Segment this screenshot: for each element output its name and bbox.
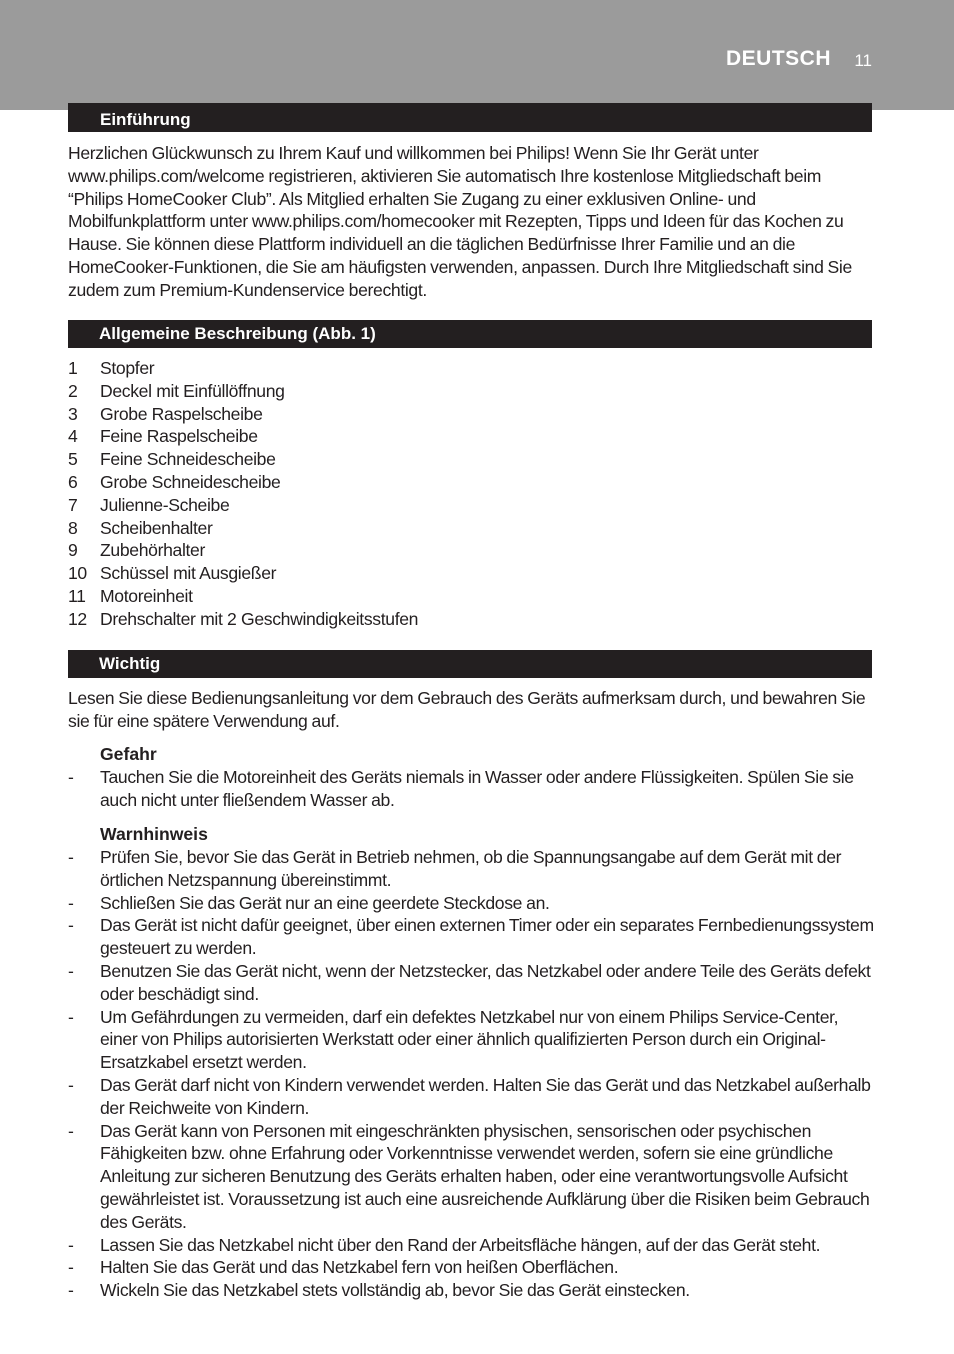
list-item-label: Motoreinheit (100, 585, 193, 606)
list-item-text: Um Gefährdungen zu vermeiden, darf ein defektes Netzkabel nur von einem Philips Service-Center, einer von Philips autorisierten Werkstatt oder einer ähnlich qualifizierten Person durch ein Original-Ersatzkabel ersetzt werden. (100, 1006, 839, 1073)
dash-bullet: - (68, 1120, 74, 1141)
section-heading-intro: Einführung (68, 103, 872, 132)
list-item (68, 892, 874, 915)
list-item-label: Schüssel mit Ausgießer (100, 563, 277, 584)
list-item (68, 1256, 874, 1279)
parts-list (68, 357, 874, 631)
warning-heading: Warnhinweis (100, 824, 208, 844)
list-item-text: Tauchen Sie die Motoreinheit des Geräts niemals in Wasser oder andere Flüssigkeiten. Spülen Sie sie auch nicht unter fließendem Wasser ab. (100, 767, 854, 810)
list-item-number: 9 (68, 540, 78, 561)
list-item (68, 403, 874, 426)
list-item-label: Feine Raspelscheibe (100, 426, 258, 447)
list-item-text: Das Gerät kann von Personen mit eingeschränkten physischen, sensorischen oder psychischen Fähigkeiten bzw. ohne Erfahrung oder Vorkenntnisse verwendet werden, sofern sie eine gründliche Anleitung zur sicheren Benutzung des Geräts erhalten haben, oder eine verantwortungsvolle Aufsicht gewährleistet ist. Voraussetzung ist auch eine ausreichende Aufklärung über die Risiken beim Gebrauch des Geräts. (100, 1120, 870, 1232)
dash-bullet: - (68, 892, 74, 913)
list-item-number: 11 (68, 585, 86, 606)
warning-list (68, 846, 874, 1302)
list-item (68, 1074, 874, 1120)
list-item (68, 608, 874, 631)
list-item-number: 12 (68, 608, 87, 629)
list-item-text: Das Gerät darf nicht von Kindern verwendet werden. Halten Sie das Gerät und das Netzkabel außerhalb der Reichweite von Kindern. (100, 1074, 871, 1118)
page-number: 11 (854, 51, 872, 70)
list-item (68, 448, 874, 471)
list-item (68, 494, 874, 517)
list-item-text: Prüfen Sie, bevor Sie das Gerät in Betrieb nehmen, ob die Spannungsangabe auf dem Gerät mit der örtlichen Netzspannung übereinstimmt. (100, 847, 842, 890)
list-item-number: 8 (68, 517, 78, 538)
list-item (68, 960, 874, 1006)
section-heading-description: Allgemeine Beschreibung (Abb. 1) (68, 320, 872, 348)
list-item-number: 4 (68, 426, 78, 447)
list-item-number: 7 (68, 494, 78, 515)
list-item (68, 517, 874, 540)
list-item-text: Wickeln Sie das Netzkabel stets vollständig ab, bevor Sie das Gerät einstecken. (100, 1280, 690, 1301)
list-item-text: Benutzen Sie das Gerät nicht, wenn der Netzstecker, das Netzkabel oder andere Teile des Geräts defekt oder beschädigt sind. (100, 960, 871, 1004)
list-item (68, 585, 874, 608)
danger-heading: Gefahr (100, 744, 157, 764)
list-item (68, 766, 874, 812)
danger-list (68, 766, 874, 812)
list-item-label: Zubehörhalter (100, 540, 205, 561)
list-item (68, 357, 874, 380)
list-item (68, 471, 874, 494)
page-header-band (0, 0, 954, 110)
list-item (68, 380, 874, 403)
dash-bullet: - (68, 1280, 74, 1301)
dash-bullet: - (68, 847, 74, 867)
language-label: DEUTSCH (725, 47, 831, 70)
dash-bullet: - (68, 1257, 74, 1278)
list-item (68, 1234, 874, 1257)
dash-bullet: - (68, 1074, 74, 1095)
list-item (68, 914, 874, 960)
dash-bullet: - (68, 1234, 74, 1255)
dash-bullet: - (68, 960, 74, 981)
list-item-label: Deckel mit Einfüllöffnung (100, 380, 285, 401)
list-item (68, 562, 874, 585)
list-item-label: Grobe Raspelscheibe (100, 403, 263, 424)
important-intro-paragraph: Lesen Sie diese Bedienungsanleitung vor dem Gebrauch des Geräts aufmerksam durch, und bewahren Sie sie für eine spätere Verwendung auf. (68, 688, 866, 731)
list-item-text: Lassen Sie das Netzkabel nicht über den Rand der Arbeitsfläche hängen, auf der das Gerät steht. (100, 1234, 821, 1255)
dash-bullet: - (68, 767, 74, 787)
list-item-label: Drehschalter mit 2 Geschwindigkeitsstufen (100, 608, 419, 629)
list-item-number: 2 (68, 380, 78, 401)
list-item (68, 1006, 874, 1074)
list-item-label: Julienne-Scheibe (100, 494, 230, 515)
list-item-number: 10 (68, 563, 87, 584)
list-item-label: Scheibenhalter (100, 517, 213, 538)
list-item (68, 846, 874, 892)
list-item-number: 1 (68, 358, 78, 378)
list-item-text: Schließen Sie das Gerät nur an eine geerdete Steckdose an. (100, 892, 550, 913)
list-item-label: Feine Schneidescheibe (100, 449, 276, 470)
list-item-text: Halten Sie das Gerät und das Netzkabel fern von heißen Oberflächen. (100, 1257, 619, 1278)
dash-bullet: - (68, 1006, 74, 1027)
list-item-number: 6 (68, 471, 78, 492)
section-heading-important: Wichtig (68, 650, 872, 678)
list-item (68, 1279, 874, 1302)
list-item (68, 1120, 874, 1234)
list-item (68, 425, 874, 448)
intro-paragraph: Herzlichen Glückwunsch zu Ihrem Kauf und willkommen bei Philips! Wenn Sie Ihr Gerät unter www.philips.com/welcome registrieren, aktivieren Sie automatisch Ihre kostenlose Mitgliedschaft beim “Philips HomeCooker Club”. Als Mitglied erhalten Sie Zugang zu einer exklusiven Online- und Mobilfunkplattform unter www.philips.com/homecooker mit Rezepten, Tipps und Ideen für das Kochen zu Hause. Sie können diese Plattform individuell an die täglichen Bedürfnisse Ihrer Familie und an die HomeCooker-Funktionen, die Sie am häufigsten verwenden, anpassen. Durch Ihre Mitgliedschaft sind Sie zudem zum Premium-Kundenservice berechtigt. (68, 143, 852, 300)
list-item-number: 5 (68, 449, 78, 470)
dash-bullet: - (68, 915, 74, 936)
list-item-number: 3 (68, 403, 78, 424)
list-item (68, 539, 874, 562)
list-item-label: Stopfer (100, 358, 155, 378)
list-item-label: Grobe Schneidescheibe (100, 471, 281, 492)
list-item-text: Das Gerät ist nicht dafür geeignet, über einen externen Timer oder ein separates Fernbedienungssystem gesteuert zu werden. (100, 915, 874, 959)
